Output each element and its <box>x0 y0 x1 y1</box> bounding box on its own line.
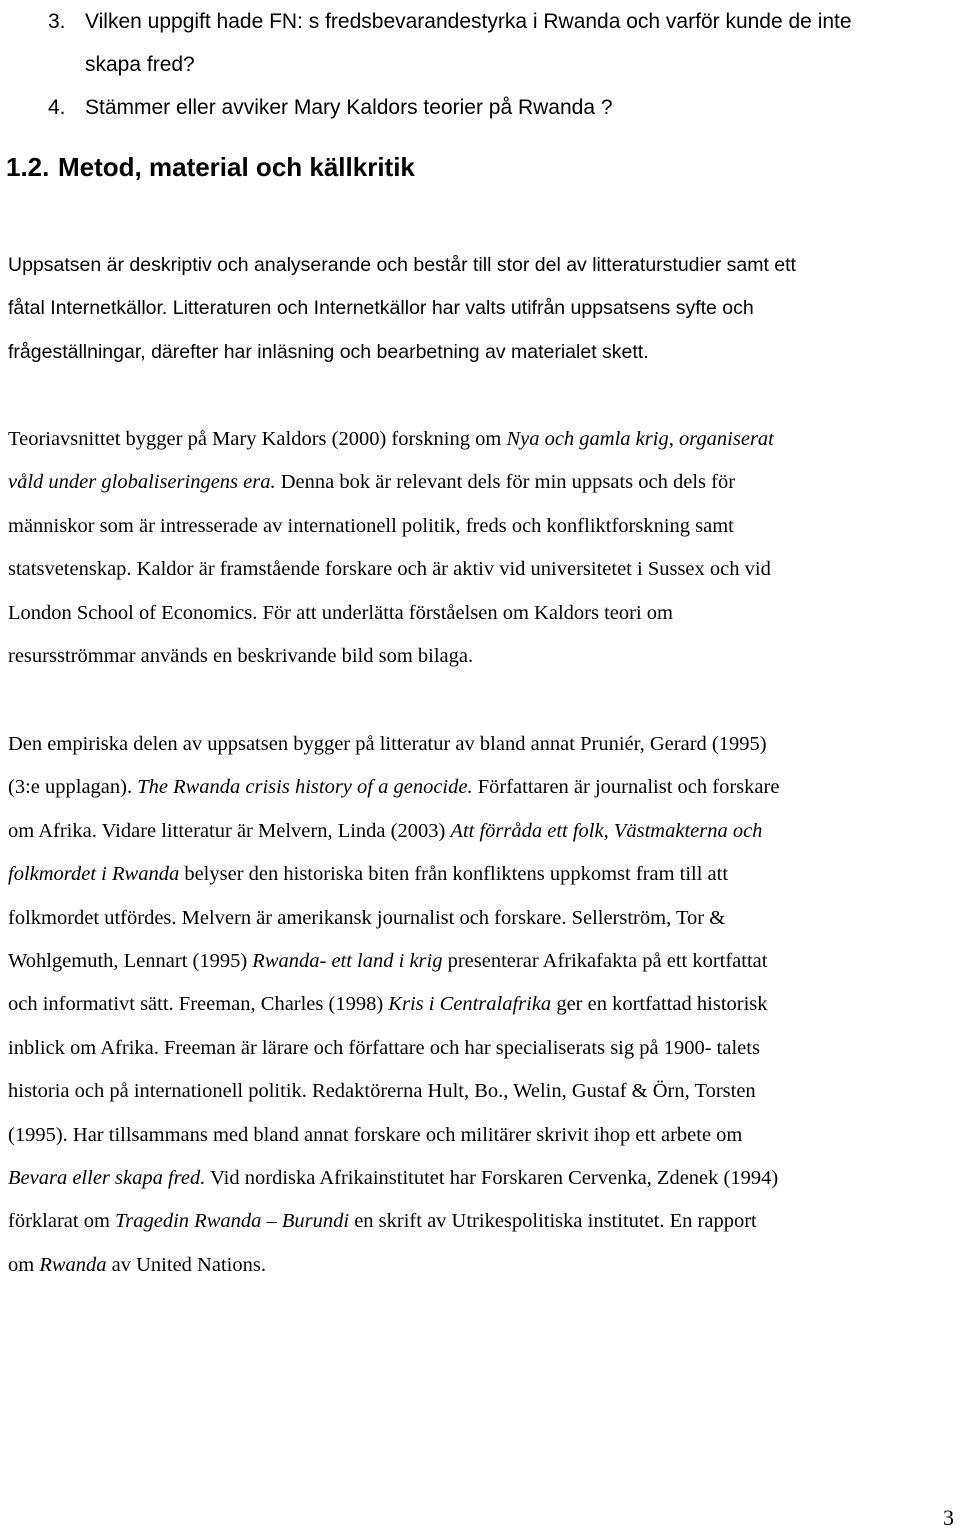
book-title: Nya och gamla krig, organiserat <box>506 428 774 450</box>
text-run: Denna bok är relevant dels för min uppsats och dels för <box>275 471 736 494</box>
book-title: Att förråda ett folk, Västmakterna och <box>450 819 763 842</box>
paragraph-line: Uppsatsen är deskriptiv och analyserande och består till stor del av litteraturstudier samt ett <box>8 254 796 276</box>
book-title: Kris i Centralafrika <box>388 993 552 1016</box>
paragraph-line <box>8 940 956 983</box>
book-title: Bevara eller skapa fred. <box>8 1167 206 1190</box>
book-title: våld under globaliseringens era. <box>8 471 276 494</box>
paragraph-line: inblick om Afrika. Freeman är lärare och författare och har specialiserats sig på 1900- talets <box>8 1036 760 1059</box>
paragraph-line: (1995). Har tillsammans med bland annat forskare och militärer skrivit ihop ett arbete om <box>8 1123 743 1146</box>
text-run: ger en kortfattad historisk <box>551 993 768 1016</box>
page-number: 3 <box>943 1505 954 1530</box>
paragraph-line: statsvetenskap. Kaldor är framstående forskare och är aktiv vid universitetet i Sussex och vid <box>8 558 771 581</box>
paragraph-line <box>8 766 956 809</box>
text-run: en skrift av Utrikespolitiska institutet. En rapport <box>349 1210 757 1233</box>
text-run: av United Nations. <box>106 1253 266 1276</box>
paragraph-line: frågeställningar, därefter har inläsning och bearbetning av materialet skett. <box>8 340 649 363</box>
paragraph-line <box>8 1200 956 1243</box>
text-run: presenterar Afrikafakta på ett kortfattat <box>442 950 768 973</box>
paragraph-line: människor som är intresserade av internationell politik, freds och konfliktforskning samt <box>8 514 734 537</box>
paragraph-line <box>8 1157 956 1200</box>
paragraph-line <box>8 810 956 853</box>
paragraph-line <box>8 853 956 896</box>
paragraph-line: folkmordet utfördes. Melvern är amerikansk journalist och forskare. Sellerström, Tor & <box>8 906 726 929</box>
text-run: om Afrika. Vidare litteratur är Melvern, Linda (2003) <box>8 819 451 842</box>
question-text: Vilken uppgift hade FN: s fredsbevarandestyrka i Rwanda och varför kunde de inte <box>85 10 852 33</box>
text-run: Wohlgemuth, Lennart (1995) <box>8 950 253 973</box>
paragraph-line <box>8 983 956 1026</box>
question-item <box>48 0 948 86</box>
text-run: Författaren är journalist och forskare <box>472 776 780 799</box>
question-text: Stämmer eller avviker Mary Kaldors teorier på Rwanda ? <box>85 96 613 119</box>
paragraph-line <box>8 418 956 461</box>
paragraph-method <box>8 244 956 374</box>
text-run: Teoriavsnittet bygger på Mary Kaldors (2000) forskning om <box>8 428 507 450</box>
book-title: Rwanda- ett land i krig <box>252 950 443 973</box>
paragraph-theory <box>8 418 956 678</box>
paragraph-line <box>8 1244 956 1287</box>
text-run: (3:e upplagan). <box>8 776 138 799</box>
paragraph-line <box>8 461 956 504</box>
text-run: Vid nordiska Afrikainstitutet har Forskaren Cervenka, Zdenek (1994) <box>205 1167 779 1190</box>
paragraph-empirical <box>8 723 956 1287</box>
question-item <box>48 86 948 129</box>
research-questions <box>48 0 948 129</box>
paragraph-line: resursströmmar används en beskrivande bild som bilaga. <box>8 645 474 668</box>
section-heading <box>6 142 415 192</box>
book-title: The Rwanda crisis history of a genocide. <box>137 776 473 799</box>
section-number: 1.2. <box>6 152 50 182</box>
question-number: 3. <box>48 10 66 33</box>
text-run: och informativt sätt. Freeman, Charles (1998) <box>8 993 389 1016</box>
paragraph-line: London School of Economics. För att underlätta förståelsen om Kaldors teori om <box>8 601 673 624</box>
question-text: skapa fred? <box>85 53 195 76</box>
section-title: Metod, material och källkritik <box>58 152 415 182</box>
text-run: förklarat om <box>8 1210 116 1233</box>
text-run: belyser den historiska biten från konfliktens uppkomst fram till att <box>179 863 729 886</box>
book-title: Rwanda <box>39 1253 107 1276</box>
text-run: om <box>8 1253 40 1276</box>
paragraph-line: Den empiriska delen av uppsatsen bygger på litteratur av bland annat Pruniér, Gerard (1995) <box>8 733 767 755</box>
book-title: Tragedin Rwanda – Burundi <box>115 1210 350 1233</box>
book-title: folkmordet i Rwanda <box>8 863 180 886</box>
paragraph-line: fåtal Internetkällor. Litteraturen och Internetkällor har valts utifrån uppsatsens syfte och <box>8 297 754 320</box>
paragraph-line: historia och på internationell politik. Redaktörerna Hult, Bo., Welin, Gustaf & Örn, Torsten <box>8 1080 756 1103</box>
question-number: 4. <box>48 96 66 119</box>
